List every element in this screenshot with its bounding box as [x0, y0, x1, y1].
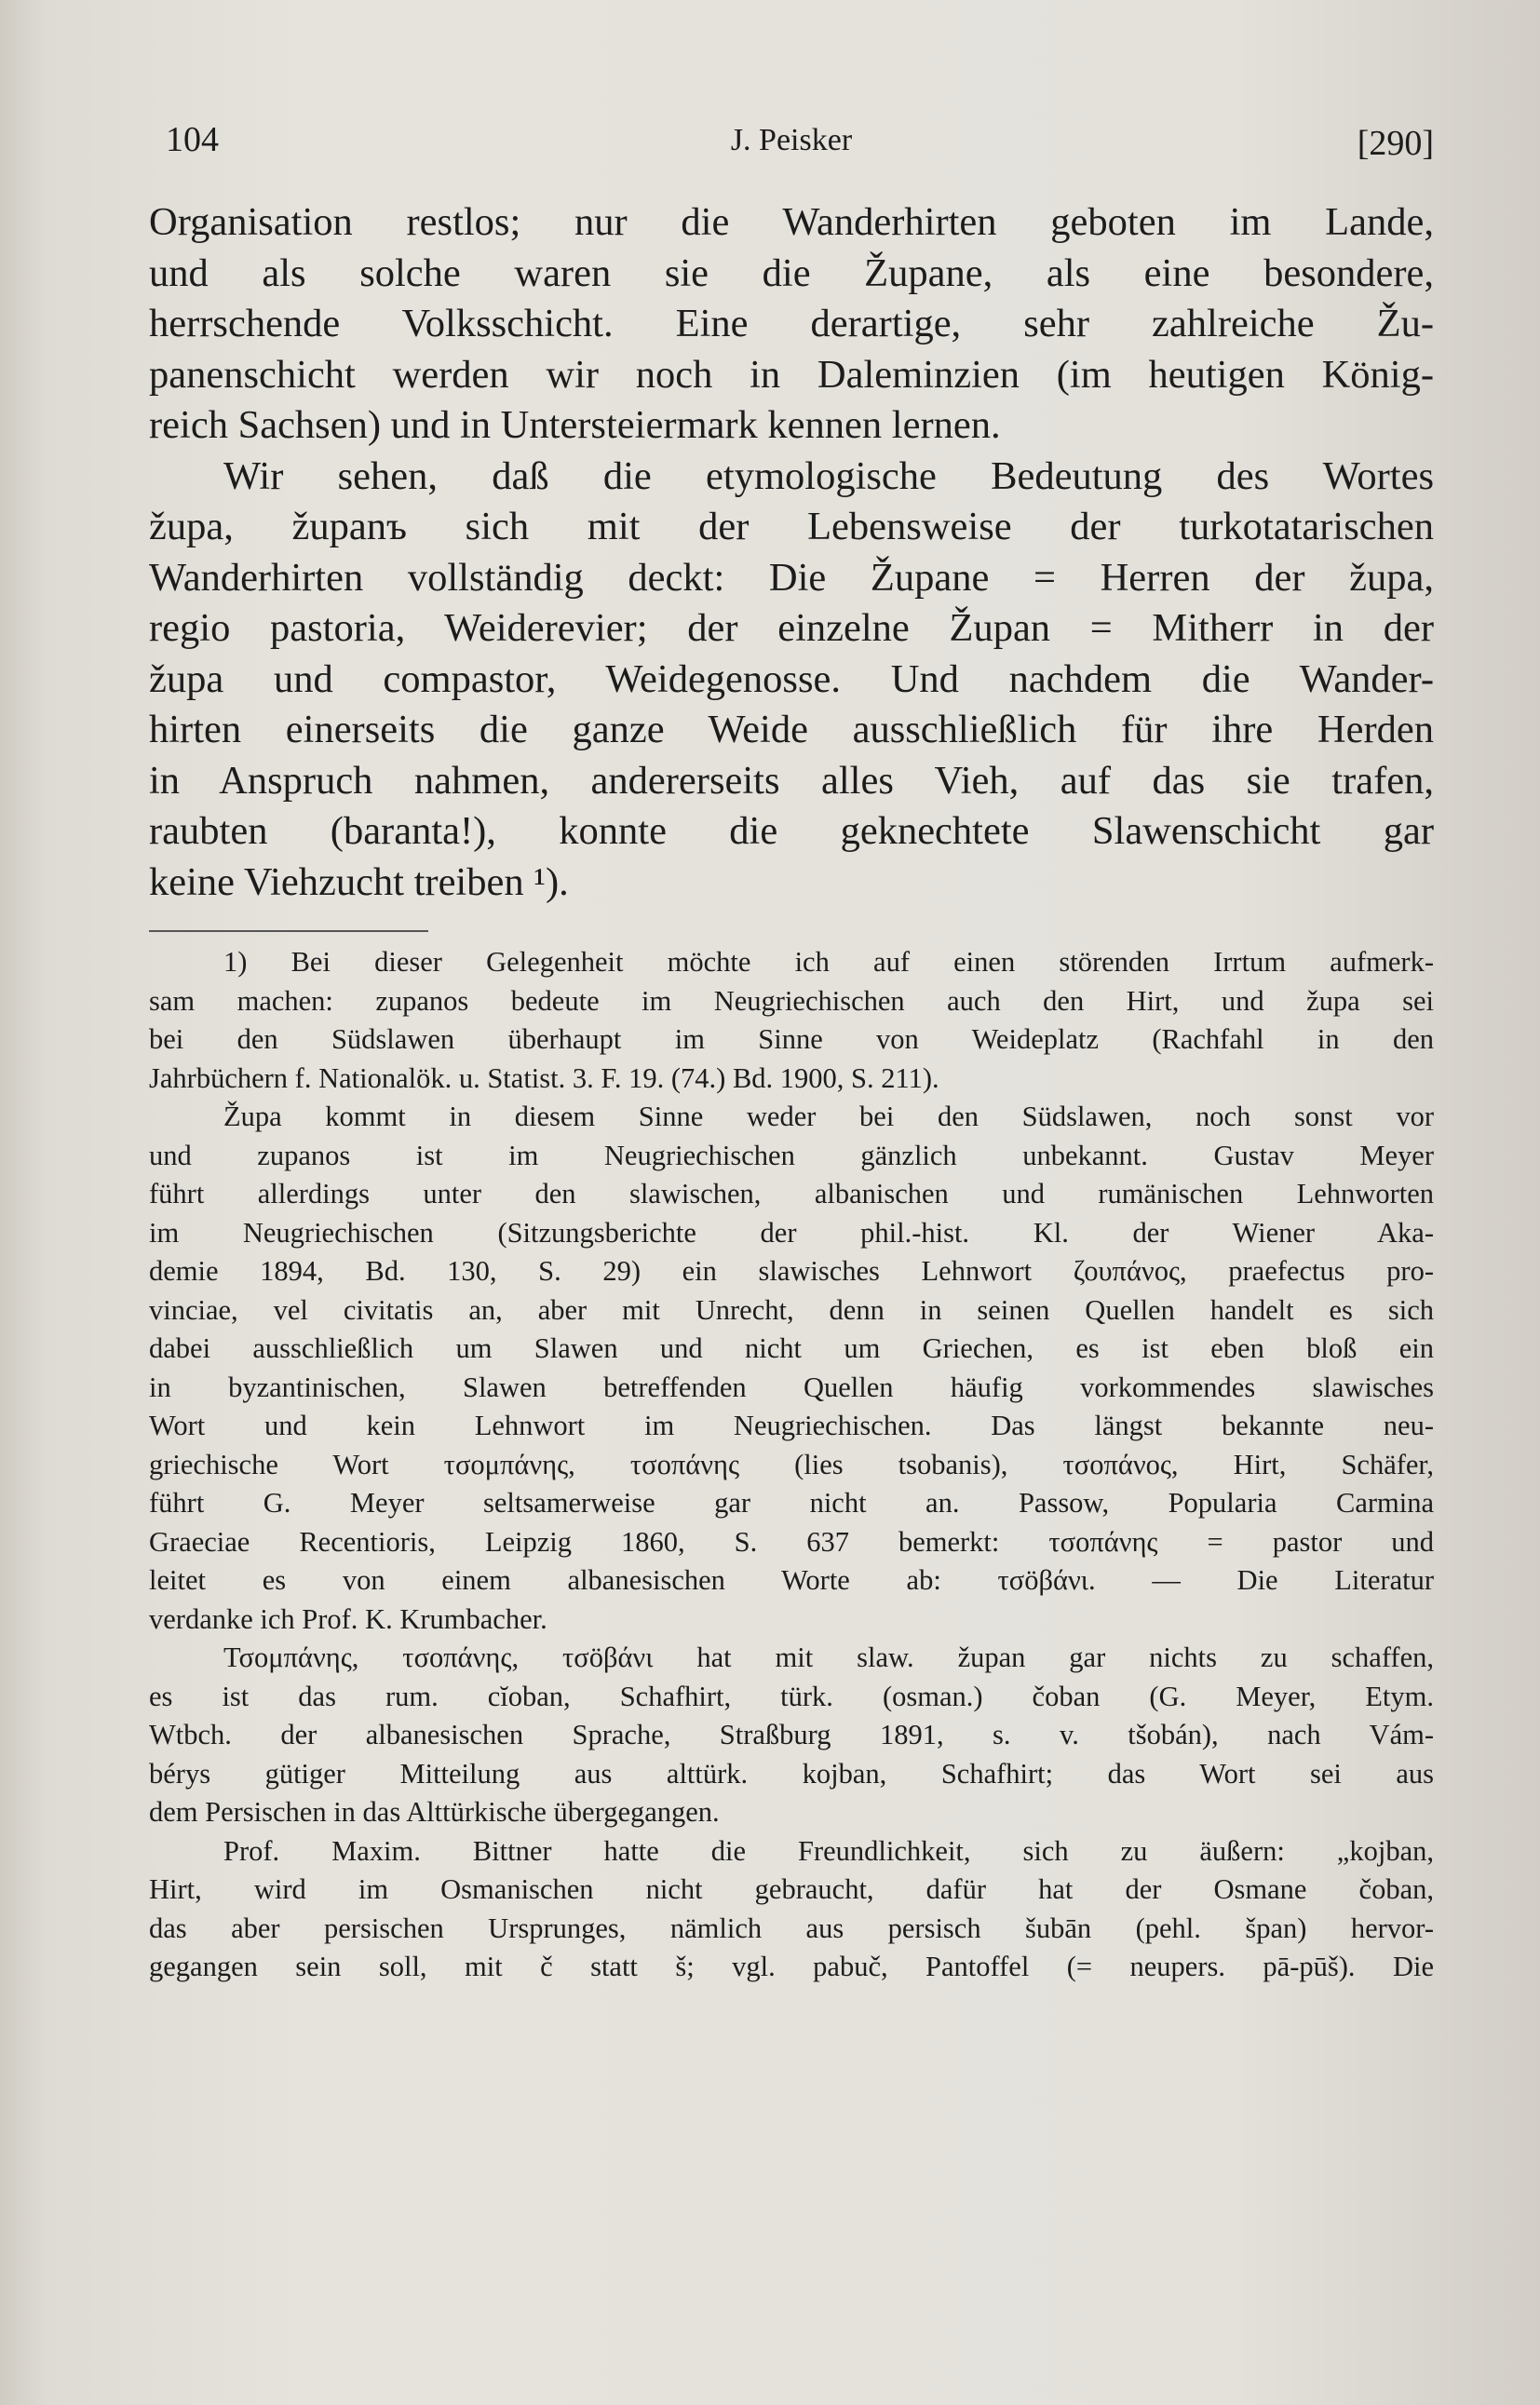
footnote-separator — [149, 930, 428, 932]
page-number: 104 — [166, 120, 219, 159]
paragraph-1 — [149, 197, 1434, 452]
running-title: J. Peisker — [730, 123, 853, 157]
paragraph-2 — [149, 452, 1434, 909]
footnote-line: bei den Südslawen überhaupt im Sinne von Weideplatz (Rachfahl in den — [149, 1023, 1434, 1055]
text-line: in Anspruch nahmen, andererseits alles Vieh, auf das sie trafen, — [149, 758, 1434, 803]
text-line: Organisation restlos; nur die Wanderhirten geboten im Lande, — [149, 200, 1434, 244]
footnote-line: Wtbch. der albanesischen Sprache, Straßburg 1891, s. v. tšobán), nach Vám- — [149, 1719, 1434, 1750]
text-line: keine Viehzucht treiben ¹). — [149, 859, 569, 904]
footnote-line: Prof. Maxim. Bittner hatte die Freundlichkeit, sich zu äußern: „kojban, — [223, 1834, 1434, 1867]
footnote-3 — [149, 1639, 1434, 1832]
book-page — [149, 110, 1434, 1987]
text-line: Wanderhirten vollständig deckt: Die Župane = Herren der župa, — [149, 555, 1434, 600]
main-text — [149, 197, 1434, 908]
footnote-line: im Neugriechischen (Sitzungsberichte der phil.-hist. Kl. der Wiener Aka- — [149, 1216, 1434, 1249]
footnote-line: leitet es von einem albanesischen Worte ab: τσöβάνι. — Die Literatur — [149, 1564, 1434, 1596]
footnote-line: führt G. Meyer seltsamerweise gar nicht an. Passow, Popularia Carmina — [149, 1487, 1434, 1519]
footnote-line: Hirt, wird im Osmanischen nicht gebraucht, dafür hat der Osmane čoban, — [149, 1873, 1434, 1905]
footnote-line: demie 1894, Bd. 130, S. 29) ein slawisches Lehnwort ζουπάνος, praefectus pro- — [149, 1255, 1434, 1287]
footnote-line: Župa kommt in diesem Sinne weder bei den Südslawen, noch sonst vor — [223, 1101, 1434, 1132]
footnote-line: Jahrbüchern f. Nationalök. u. Statist. 3. F. 19. (74.) Bd. 1900, S. 211). — [149, 1061, 939, 1094]
footnote-line: gegangen sein soll, mit č statt š; vgl. pabuč, Pantoffel (= neupers. pā-pūš). Die — [149, 1951, 1434, 1982]
footnotes — [149, 943, 1434, 1987]
footnote-1 — [149, 943, 1434, 1098]
text-line: raubten (baranta!), konnte die geknechtete Slawenschicht gar — [149, 809, 1434, 853]
footnote-line: bérys gütiger Mitteilung aus alttürk. kojban, Schafhirt; das Wort sei aus — [149, 1757, 1434, 1790]
footnote-line: dabei ausschließlich um Slawen und nicht um Griechen, es ist eben bloß ein — [149, 1332, 1434, 1364]
footnote-line: vinciae, vel civitatis an, aber mit Unrecht, denn in seinen Quellen handelt es sich — [149, 1293, 1434, 1326]
footnote-line: das aber persischen Ursprunges, nämlich aus persisch šubān (pehl. špan) hervor- — [149, 1912, 1434, 1944]
footnote-line: führt allerdings unter den slawischen, albanischen und rumänischen Lehnworten — [149, 1178, 1434, 1209]
footnote-line: in byzantinischen, Slawen betreffenden Quellen häufig vorkommendes slawisches — [149, 1371, 1434, 1403]
footnote-line: dem Persischen in das Alttürkische übergegangen. — [149, 1796, 720, 1828]
footnote-line: Τσομπάνης, τσοπάνης, τσöβάνι hat mit slaw. župan gar nichts zu schaffen, — [223, 1642, 1434, 1673]
footnote-line: griechische Wort τσομπάνης, τσοπάνης (lies tsobanis), τσοπάνος, Hirt, Schäfer, — [149, 1448, 1434, 1480]
original-page-number: [290] — [1357, 124, 1434, 163]
text-line: herrschende Volksschicht. Eine derartige, sehr zahlreiche Žu- — [149, 302, 1434, 345]
text-line: regio pastoria, Weiderevier; der einzelne Župan = Mitherr in der — [149, 606, 1434, 650]
text-line: reich Sachsen) und in Untersteiermark kennen lernen. — [149, 403, 1001, 447]
footnote-line: Graeciae Recentioris, Leipzig 1860, S. 637 bemerkt: τσοπάνης = pastor und — [149, 1525, 1434, 1558]
footnote-line: 1) Bei dieser Gelegenheit möchte ich auf einen störenden Irrtum aufmerk- — [223, 946, 1434, 978]
footnote-line: es ist das rum. cĭoban, Schafhirt, türk. (osman.) čoban (G. Meyer, Etym. — [149, 1680, 1434, 1712]
footnote-2 — [149, 1098, 1434, 1639]
footnote-line: verdanke ich Prof. K. Krumbacher. — [149, 1602, 547, 1635]
running-header — [149, 110, 1434, 166]
footnote-line: Wort und kein Lehnwort im Neugriechischen. Das längst bekannte neu- — [149, 1410, 1434, 1441]
text-line: Wir sehen, daß die etymologische Bedeutung des Wortes — [223, 453, 1434, 498]
text-line: hirten einerseits die ganze Weide ausschließlich für ihre Herden — [149, 708, 1434, 751]
text-line: und als solche waren sie die Župane, als eine besondere, — [149, 250, 1434, 295]
footnote-4 — [149, 1832, 1434, 1987]
text-line: župa, županъ sich mit der Lebensweise der turkotatarischen — [149, 505, 1434, 548]
text-line: panenschicht werden wir noch in Daleminzien (im heutigen König- — [149, 352, 1434, 397]
text-line: župa und compastor, Weidegenosse. Und nachdem die Wander- — [149, 656, 1434, 701]
footnote-line: sam machen: zupanos bedeute im Neugriechischen auch den Hirt, und župa sei — [149, 984, 1434, 1017]
footnote-line: und zupanos ist im Neugriechischen gänzlich unbekannt. Gustav Meyer — [149, 1139, 1434, 1171]
